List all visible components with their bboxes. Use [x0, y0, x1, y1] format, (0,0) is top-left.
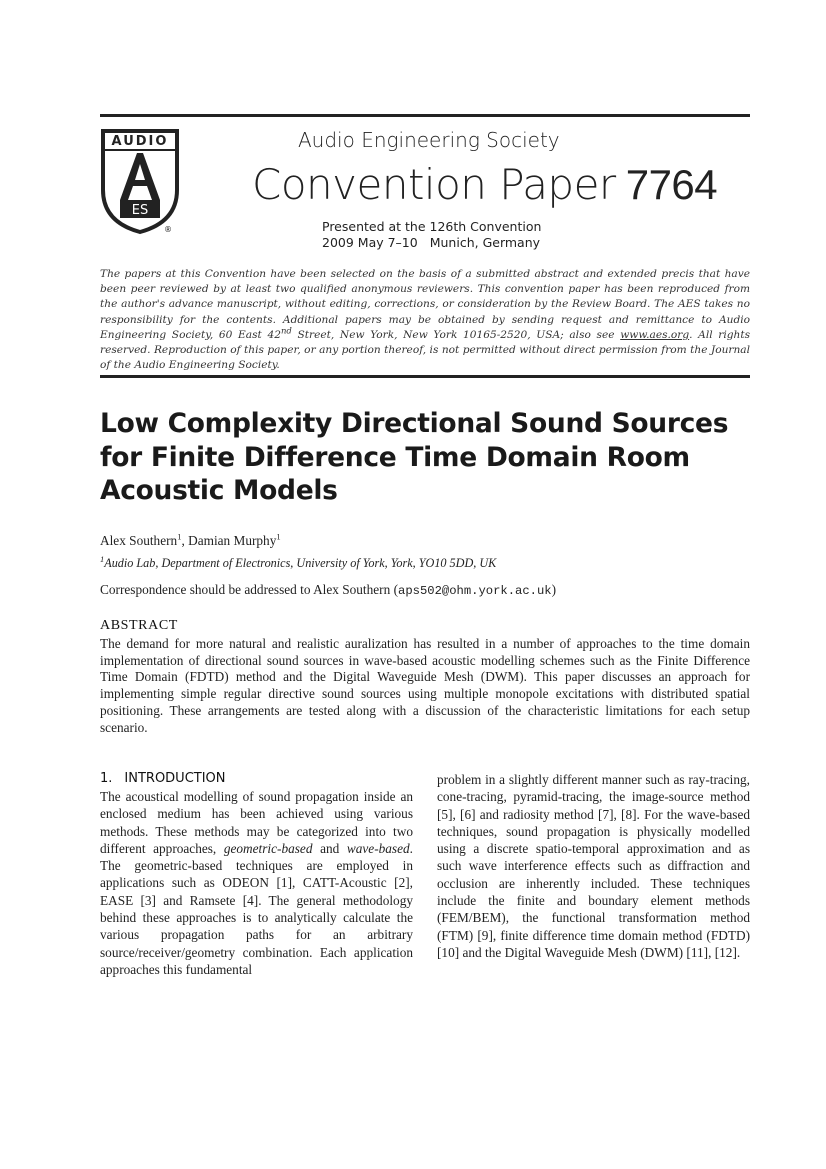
intro-left-column	[100, 788, 413, 978]
intro-left-emphasis-2: wave-based	[346, 840, 410, 856]
presented-info	[322, 219, 541, 251]
affiliation-text: Audio Lab, Department of Electronics, University of York, York, YO10 5DD, UK	[104, 556, 497, 570]
convention-paper-label: Convention Paper	[252, 160, 616, 209]
paper-number: 7764	[625, 161, 718, 208]
author-1: Alex Southern	[100, 533, 178, 548]
notice-text-2: Street, New York, New York 10165-2520, USA; also see	[291, 328, 621, 341]
abstract-heading: ABSTRACT	[100, 618, 178, 633]
author-separator: ,	[181, 533, 189, 548]
paper-title: Low Complexity Directional Sound Sources for Finite Difference Time Domain Room Acoustic Models	[100, 408, 729, 506]
section-title: INTRODUCTION	[124, 771, 226, 786]
society-name: Audio Engineering Society	[298, 128, 560, 152]
logo-bottom-text: ES	[131, 203, 149, 218]
correspondence-email[interactable]: aps502@ohm.york.ac.uk	[398, 584, 552, 598]
aes-logo	[100, 128, 180, 236]
section-number: 1.	[100, 771, 113, 786]
notice-text-1: The papers at this Convention have been selected on the basis of a submitted abstract and extended precis that have been peer reviewed by at least two qualified anonymous reviewers. This convention paper has been reproduced from the author's advance manuscript, without editing, corrections, or consideration by the Review Board. The AES takes no responsibility for the contents. Additional papers may be obtained by sending request and remittance to Audio Engineering Society, 60 East 42	[100, 268, 750, 341]
intro-right-column: problem in a slightly different manner such as ray-tracing, cone-tracing, pyramid-tracing, the image-source method [5], [6] and radiosity method [7], [8]. For the wave-based techniques, sound propagation is physically modelled using a discrete spatio-temporal approximation and as such wave interference effects such as diffraction and occlusion are inherently included. These techniques include the finite and boundary element methods (FEM/BEM), the functional transformation method (FTM) [9], finite difference time domain method (FDTD) [10] and the Digital Waveguide Mesh (DWM) [11], [12].	[437, 772, 750, 960]
affiliation	[100, 553, 497, 571]
abstract-body: The demand for more natural and realistic auralization has resulted in a number of approaches to the time domain implementation of directional sound sources in wave-based acoustic modelling schemes such as the Finite Difference Time Domain (FDTD) method and the Digital Waveguide Mesh (DWM). This paper discusses an approach for implementing simple regular directive sound sources using multiple monopole excitations with distributed spatial positioning. These arrangements are tested along with a discussion of the characteristic limitations for each setup scenario.	[100, 636, 750, 735]
logo-registered: ®	[164, 225, 172, 234]
intro-left-text-2: and	[312, 840, 347, 856]
section-heading-introduction	[100, 771, 226, 786]
author-2: Damian Murphy	[188, 533, 277, 548]
intro-left-text-1: The acoustical modelling of sound propagation inside an enclosed medium has been achieved using various methods. These methods may be categorized into two different approaches,	[100, 789, 413, 856]
affiliation-sup: 1	[100, 553, 105, 564]
notice-sup: nd	[280, 326, 292, 337]
aes-website-link[interactable]: www.aes.org	[620, 328, 690, 341]
intro-left-emphasis-1: geometric-based	[223, 840, 313, 856]
convention-location: Munich, Germany	[429, 235, 541, 250]
notice-rule	[100, 375, 750, 378]
author-1-sup: 1	[177, 531, 182, 542]
correspondence	[100, 582, 556, 598]
top-rule	[100, 114, 750, 117]
correspondence-suffix: )	[551, 582, 557, 597]
author-2-sup: 1	[276, 531, 281, 542]
convention-paper-heading	[252, 160, 717, 209]
date-location-line	[322, 235, 541, 251]
copyright-notice	[100, 267, 750, 373]
logo-top-text: AUDIO	[111, 134, 169, 149]
author-line	[100, 533, 281, 549]
presented-line: Presented at the 126th Convention	[322, 219, 542, 234]
notice-text-3: . All rights reserved. Reproduction of this paper, or any portion thereof, is not permitted without direct permission from the Journal of the Audio Engineering Society.	[100, 328, 751, 372]
convention-date: 2009 May 7–10	[322, 235, 418, 250]
intro-left-text-3: . The geometric-based techniques are employed in applications such as ODEON [1], CATT-Acoustic [2], EASE [3] and Ramsete [4]. The general methodology behind these approaches is to analytically calculate the various propagation paths for an arbitrary source/receiver/geometry combination. Each application approaches this fundamental	[100, 840, 413, 977]
correspondence-prefix: Correspondence should be addressed to Alex Southern (	[100, 582, 399, 597]
